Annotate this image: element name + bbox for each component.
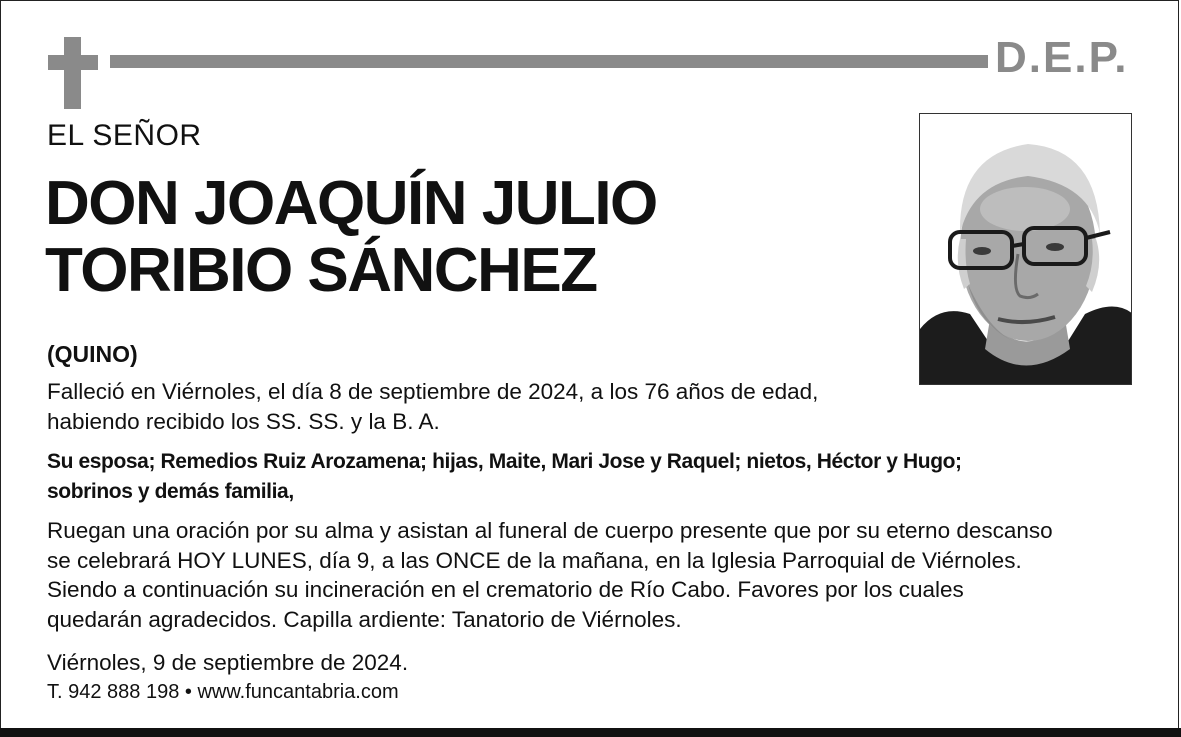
contact-info: T. 942 888 198 • www.funcantabria.com — [47, 681, 399, 703]
funeral-line: quedarán agradecidos. Capilla ardiente: Tanatorio de Viérnoles. — [47, 606, 682, 632]
name-line-1: DON JOAQUÍN JULIO — [45, 169, 657, 238]
death-notice-line: habiendo recibido los SS. SS. y la B. A. — [47, 408, 440, 434]
name-line-2: TORIBIO SÁNCHEZ — [45, 236, 597, 305]
funeral-details — [47, 516, 1053, 634]
family-line: Su esposa; Remedios Ruiz Arozamena; hijas, Maite, Mari Jose y Raquel; nietos, Héctor y Hugo; — [47, 450, 962, 473]
family-list — [47, 447, 962, 506]
dep-label: D.E.P. — [995, 33, 1129, 82]
funeral-line: Siendo a continuación su incineración en el crematorio de Río Cabo. Favores por los cuales — [47, 577, 964, 602]
funeral-line: se celebrará HOY LUNES, día 9, a las ONCE de la mañana, en la Iglesia Parroquial de Viérnoles. — [47, 547, 1022, 573]
death-notice-line: Falleció en Viérnoles, el día 8 de septiembre de 2024, a los 76 años de edad, — [47, 379, 819, 404]
cross-icon — [48, 37, 98, 109]
funeral-line: Ruegan una oración por su alma y asistan al funeral de cuerpo presente que por su eterno descanso — [47, 518, 1053, 543]
death-notice — [47, 377, 818, 436]
place-date: Viérnoles, 9 de septiembre de 2024. — [47, 650, 409, 675]
family-line: sobrinos y demás familia, — [47, 479, 294, 503]
header-rule — [110, 55, 988, 68]
honorific: EL SEÑOR — [47, 119, 202, 152]
nickname: (QUINO) — [47, 341, 138, 367]
bottom-bar — [0, 728, 1181, 737]
deceased-name — [45, 170, 885, 304]
portrait-image — [920, 114, 1132, 385]
portrait-photo — [919, 113, 1132, 385]
